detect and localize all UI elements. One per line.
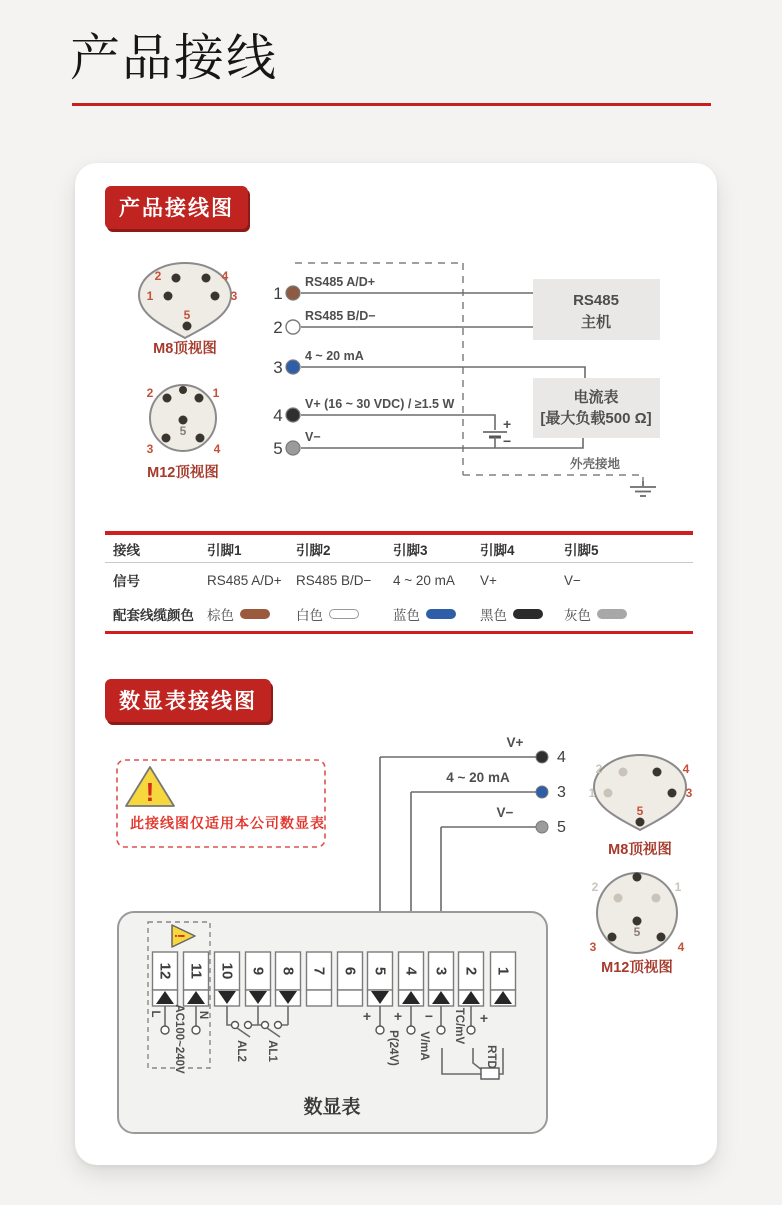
color-name: 黑色: [480, 608, 507, 623]
pin-table: [105, 531, 693, 634]
wire-end-circle: [161, 1026, 169, 1034]
table-cell: [472, 604, 556, 624]
wire-label: V+ (16 ~ 30 VDC) / ≥1.5 W: [305, 397, 455, 411]
wire-dot: [536, 821, 548, 833]
table-cell: 4 ~ 20 mA: [393, 572, 455, 588]
wire-label: RS485 B/D−: [305, 309, 376, 323]
m8-pin-3: [211, 292, 220, 301]
color-name: 蓝色: [393, 608, 420, 623]
warning-text: 此接线图仅适用本公司数显表: [130, 815, 325, 831]
col-header: 引脚3: [393, 542, 428, 558]
m12-notch-pin: [633, 873, 642, 882]
label-al2: AL2: [235, 1040, 247, 1062]
wire-number: 4: [273, 406, 283, 425]
color-swatch: [597, 609, 627, 619]
m12-caption: M12顶视图: [147, 465, 219, 481]
terminal-number: 11: [187, 963, 205, 979]
wire-number: 4: [557, 749, 566, 766]
m12-pin-label: 4: [213, 442, 221, 456]
table-cell: [288, 604, 385, 624]
ground-symbol: [630, 481, 656, 496]
terminal-number: 6: [341, 966, 359, 976]
table-cell: V+: [480, 572, 497, 588]
m12-pin-1: [195, 394, 204, 403]
wire-end-circle: [437, 1026, 445, 1034]
color-swatch: [426, 609, 456, 619]
m8-pin-4: [653, 768, 662, 777]
label-ac: AC100~240V: [173, 1004, 185, 1074]
m12-pin-label: 1: [212, 386, 220, 400]
terminal-7: [307, 952, 332, 1006]
terminal-number: 1: [494, 966, 512, 976]
terminal-number: 8: [279, 966, 297, 976]
m8-caption: M8顶视图: [608, 842, 672, 858]
m8-pin-2: [172, 274, 181, 283]
row-label: 信号: [113, 574, 140, 589]
m12-pin-2: [163, 394, 172, 403]
table-cell: RS485 B/D−: [296, 572, 372, 588]
m8-connector-right: [589, 755, 693, 858]
wire-label: V+: [506, 735, 524, 750]
m8-pin-label: 3: [230, 289, 238, 303]
m12-pin-label: 3: [589, 940, 597, 954]
ammeter-box: [533, 378, 660, 438]
terminal-9: [246, 952, 271, 1006]
color-swatch: [329, 609, 359, 619]
table-cell: [556, 604, 693, 624]
section1-badge: 产品接线图: [105, 186, 248, 229]
ground-label: 外壳接地: [569, 457, 621, 471]
wire-number: 1: [273, 284, 283, 303]
terminal-1: [491, 952, 516, 1006]
wire-dot: [286, 441, 300, 455]
label-al1: AL1: [266, 1040, 278, 1062]
color-name: 棕色: [207, 608, 234, 623]
rs485-box-line1: RS485: [573, 292, 619, 309]
wire-dot: [286, 286, 300, 300]
label-n: N: [197, 1010, 209, 1020]
m12-pin-4: [657, 933, 666, 942]
page-title: 产品接线: [70, 30, 278, 86]
wire-number: 5: [273, 439, 283, 458]
m8-pin-4: [202, 274, 211, 283]
terminal-number: 10: [218, 962, 236, 980]
m8-pin-label: 2: [154, 269, 162, 283]
cable-color-row: [105, 597, 693, 631]
wire-label: 4 ~ 20 mA: [305, 349, 364, 363]
terminal-12: [153, 952, 178, 1006]
m8-pin-5: [636, 818, 645, 827]
m8-pin-label: 4: [221, 269, 229, 283]
signal-row: [105, 563, 693, 597]
label-vma: V/mA: [418, 1031, 430, 1061]
wire-dot: [286, 360, 300, 374]
terminal-number: 2: [462, 966, 480, 976]
product-wiring-diagram: [95, 240, 695, 520]
terminal-3: [429, 952, 454, 1006]
m12-pin-2: [614, 894, 623, 903]
rtd-resistor: [481, 1068, 499, 1079]
wire-label: 4 ~ 20 mA: [446, 770, 510, 785]
label-p24v: P(24V): [387, 1030, 399, 1066]
m8-pin-label: 2: [595, 762, 603, 776]
table-cell: [385, 604, 472, 624]
wire-end-circle: [407, 1026, 415, 1034]
table-cell: V−: [564, 572, 581, 588]
wire-label: RS485 A/D+: [305, 275, 376, 289]
wire-end-circle: [467, 1026, 475, 1034]
row-label: 配套线缆颜色: [113, 608, 194, 623]
m8-pin-label: 1: [588, 786, 596, 800]
warning-note: [117, 760, 325, 847]
rs485-host-box: [533, 279, 660, 340]
m8-pin-label: 3: [685, 786, 693, 800]
terminal-5: [368, 952, 393, 1006]
m12-caption: M12顶视图: [601, 960, 673, 976]
relay-contact: [275, 1022, 282, 1029]
meter-caption: 数显表: [303, 1097, 361, 1118]
battery-plus: +: [503, 416, 512, 432]
m8-pin-label: 1: [146, 289, 154, 303]
m12-pin-3: [608, 933, 617, 942]
label-plus: +: [393, 1008, 403, 1024]
m8-pin-label: 5: [636, 804, 644, 818]
wire-end-circle: [192, 1026, 200, 1034]
wire-number: 5: [557, 819, 566, 836]
wire-dot: [286, 408, 300, 422]
col-header: 接线: [113, 542, 140, 558]
m12-pin-label: 4: [677, 940, 685, 954]
wire-dot: [286, 320, 300, 334]
terminal-4: [399, 952, 424, 1006]
warning-exclamation: !: [145, 777, 155, 807]
terminal-11: [184, 952, 209, 1006]
m12-pin-label: 2: [591, 880, 599, 894]
m12-pin-label: 5: [179, 424, 187, 438]
m12-connector: [147, 385, 221, 481]
m8-pin-2: [619, 768, 628, 777]
m8-connector: [139, 263, 238, 357]
m12-pin-label: 2: [146, 386, 154, 400]
label-l: L: [149, 1010, 161, 1018]
terminal-number: 5: [371, 966, 389, 976]
wire-1: [273, 275, 533, 303]
m12-pin-3: [162, 434, 171, 443]
wire-dot: [536, 751, 548, 763]
m12-pin-label: 3: [146, 442, 154, 456]
label-minus: −: [424, 1008, 434, 1024]
wire-number: 3: [557, 784, 566, 801]
pin-table-header-row: [105, 535, 693, 563]
battery-minus: −: [503, 433, 512, 449]
section2-badge: 数显表接线图: [105, 679, 271, 722]
terminal-number: 3: [432, 966, 450, 976]
terminal-6: [338, 952, 363, 1006]
m8-pin-1: [604, 789, 613, 798]
ammeter-box-line2: [最大负载500 Ω]: [540, 410, 652, 427]
color-swatch: [513, 609, 543, 619]
m8-pin-1: [164, 292, 173, 301]
col-header: 引脚5: [564, 542, 599, 558]
terminal-number: 7: [310, 966, 328, 976]
table-cell: [199, 604, 288, 624]
terminal-10: [215, 952, 240, 1006]
color-name: 灰色: [564, 608, 591, 623]
label-plus: +: [362, 1008, 372, 1024]
col-header: 引脚4: [480, 542, 515, 558]
color-swatch: [240, 609, 270, 619]
title-underline: [72, 103, 711, 106]
wire-dot: [536, 786, 548, 798]
wire-end-circle: [376, 1026, 384, 1034]
wire-number: 2: [273, 318, 283, 337]
col-header: 引脚2: [296, 542, 331, 558]
color-name: 白色: [296, 608, 323, 623]
wire-3: [273, 349, 585, 378]
m8-pin-label: 5: [183, 308, 191, 322]
col-header: 引脚1: [207, 542, 242, 558]
table-cell: RS485 A/D+: [207, 572, 282, 588]
m8-pin-5: [183, 322, 192, 331]
label-tcmv: TC/mV: [453, 1007, 465, 1045]
m12-notch-pin: [179, 386, 187, 394]
terminal-number: 4: [402, 966, 420, 976]
m8-pin-label: 4: [682, 762, 690, 776]
wire-label: V−: [305, 430, 321, 444]
label-plus: +: [479, 1010, 489, 1026]
m12-pin-label: 1: [674, 880, 682, 894]
terminal-2: [459, 952, 484, 1006]
m12-connector-right: [590, 873, 685, 977]
relay-contact: [245, 1022, 252, 1029]
rs485-box-line2: 主机: [580, 314, 612, 331]
m12-pin-1: [652, 894, 661, 903]
terminal-8: [276, 952, 301, 1006]
m8-caption: M8顶视图: [153, 341, 217, 357]
ammeter-box-line1: 电流表: [573, 389, 619, 406]
battery-symbol: [483, 416, 511, 449]
wire-number: 3: [273, 358, 283, 377]
label-rtd: RTD: [485, 1045, 497, 1069]
terminal-number: 9: [249, 966, 267, 976]
meter-wiring-diagram: [95, 715, 695, 1180]
wire-label: V−: [496, 805, 514, 820]
wire-2: [273, 309, 533, 337]
m12-pin-label: 5: [633, 925, 641, 939]
terminal-number: 12: [156, 962, 174, 980]
m12-pin-4: [196, 434, 205, 443]
warning-exclamation-small: !: [172, 933, 188, 939]
m8-pin-3: [668, 789, 677, 798]
wire-4: [273, 397, 495, 430]
